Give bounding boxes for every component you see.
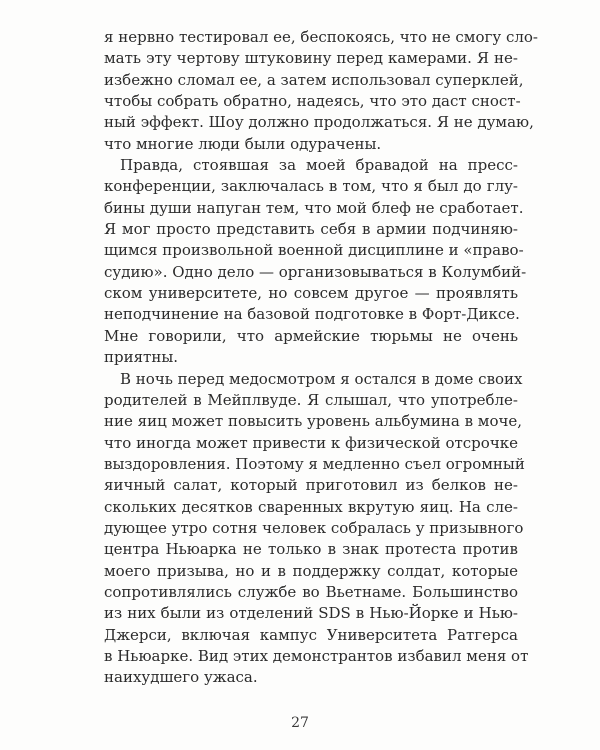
text-line: что иногда может привести к физической отсрочке	[104, 433, 518, 452]
text-line: из них были из отделений SDS в Нью-Йорке и Нью-	[104, 604, 518, 623]
text-line: родителей в Мейплвуде. Я слышал, что употребле-	[104, 390, 518, 409]
page-number: 27	[291, 715, 309, 731]
paragraph-1	[104, 27, 538, 155]
text-line: ние яиц может повысить уровень альбумина в моче,	[104, 412, 523, 431]
text-line: выздоровления. Поэтому я медленно съел огромный	[104, 454, 525, 473]
text-line: наихудшего ужаса.	[104, 668, 258, 687]
text-line: конференции, заключалась в том, что я был до глу-	[104, 177, 518, 196]
text-line: дующее утро сотня человек собралась у призывного	[104, 518, 524, 537]
paragraph-3	[104, 369, 529, 689]
text-line: скольких десятков сваренных вкрутую яиц. На сле-	[104, 497, 518, 516]
body-text	[104, 27, 538, 689]
text-line: бины души напуган тем, что мой блеф не сработает.	[104, 198, 524, 217]
text-line: Мне говорили, что армейские тюрьмы не очень	[104, 326, 518, 345]
text-line: сопротивлялись службе во Вьетнаме. Большинство	[104, 582, 518, 601]
text-line: центра Ньюарка не только в знак протеста против	[104, 540, 518, 559]
text-line: ный эффект. Шоу должно продолжаться. Я не думаю,	[104, 113, 534, 132]
text-line: Я мог просто представить себя в армии подчиняю-	[104, 220, 518, 239]
text-line: мать эту чертову штуковину перед камерами. Я не-	[104, 49, 518, 68]
text-line: яичный салат, который приготовил из белков не-	[104, 476, 518, 495]
text-line: судию». Одно дело — организовываться в Колумбий-	[104, 262, 527, 281]
text-line: ском университете, но совсем другое — проявлять	[104, 284, 518, 303]
text-line: моего призыва, но и в поддержку солдат, которые	[104, 561, 518, 580]
text-line: неподчинение на базовой подготовке в Форт-Диксе.	[104, 305, 520, 324]
paragraph-2	[104, 155, 527, 368]
text-line: что многие люди были одурачены.	[104, 134, 382, 153]
text-line: избежно сломал ее, а затем использовал суперклей,	[104, 70, 524, 89]
text-line: Правда, стоявшая за моей бравадой на пресс-	[120, 156, 518, 175]
text-line: я нервно тестировал ее, беспокоясь, что не смогу сло-	[104, 28, 538, 46]
text-line: в Ньюарке. Вид этих демонстрантов избавил меня от	[104, 646, 529, 665]
text-line: чтобы собрать обратно, надеясь, что это даст сност-	[104, 92, 521, 111]
text-line: В ночь перед медосмотром я остался в доме своих	[120, 369, 523, 388]
text-line: приятны.	[104, 348, 179, 367]
text-line: Джерси, включая кампус Университета Ратгерса	[104, 625, 518, 644]
text-line: щимся произвольной военной дисциплине и «право-	[104, 241, 524, 260]
